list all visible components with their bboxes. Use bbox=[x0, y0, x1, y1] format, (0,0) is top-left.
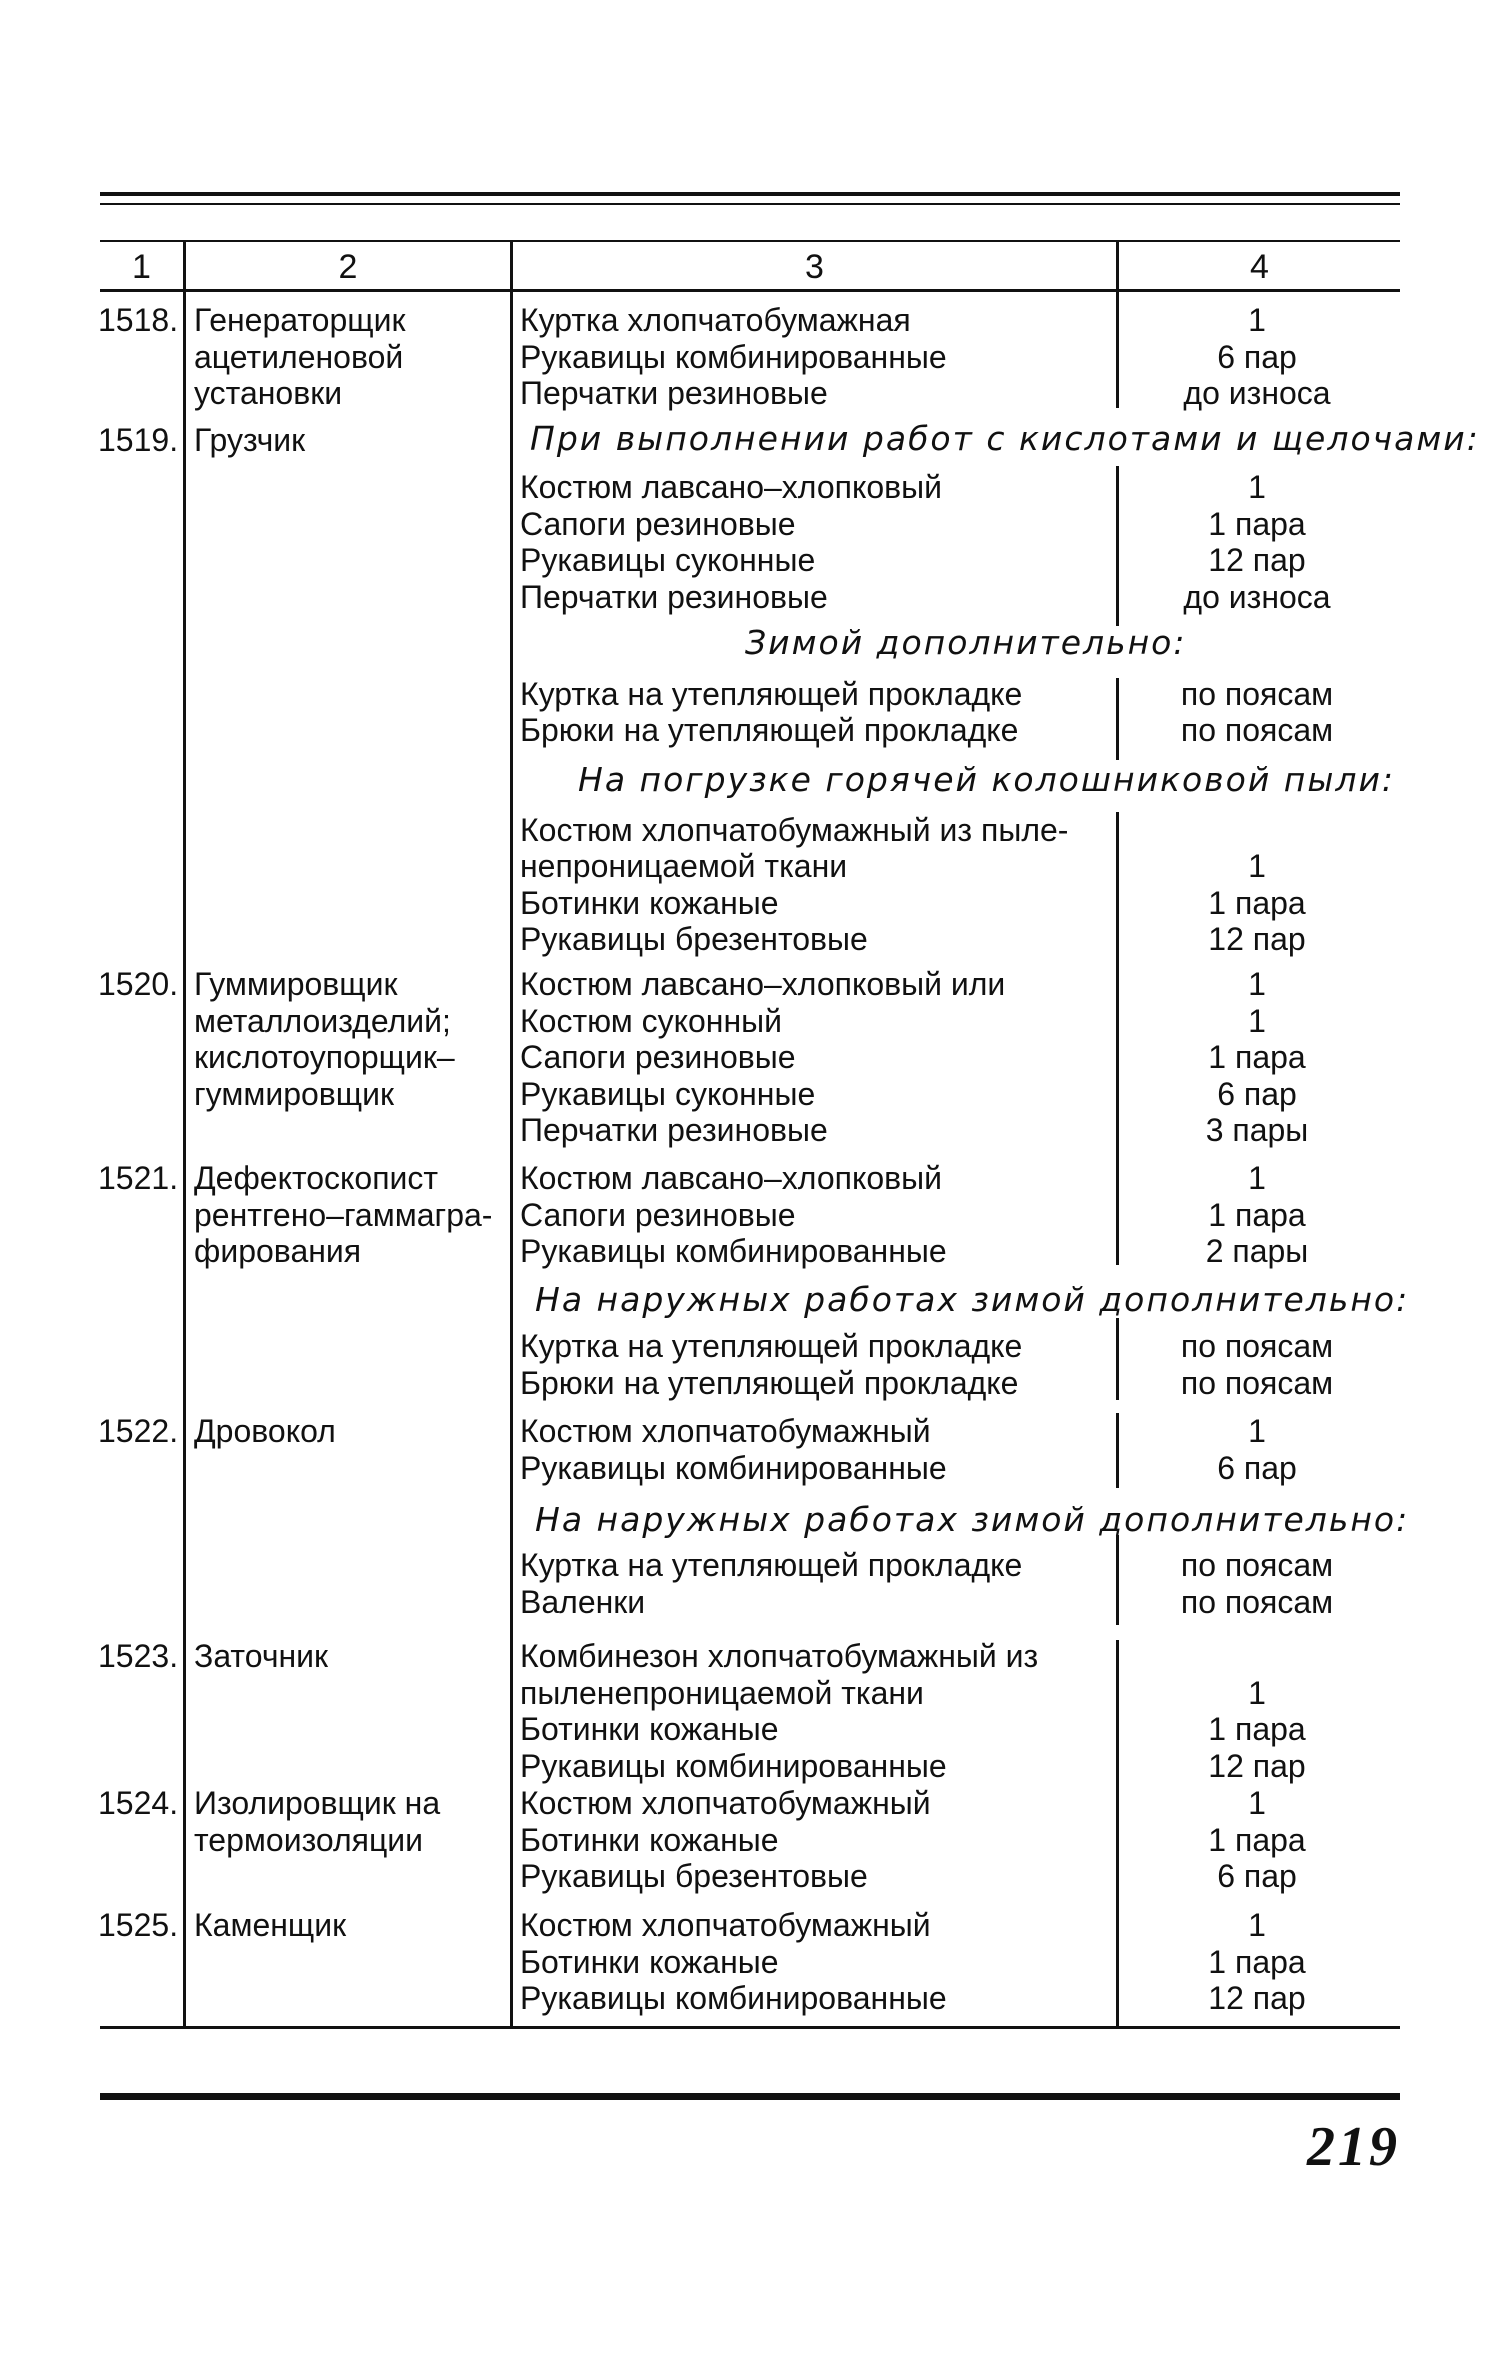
item-quantity: 1 bbox=[1248, 1785, 1266, 1821]
header-col-3: 3 bbox=[805, 248, 824, 286]
item-quantity: 1 пара bbox=[1208, 506, 1306, 542]
header-col-2: 2 bbox=[338, 248, 358, 286]
table-bottom-line bbox=[100, 2026, 1400, 2029]
item-quantity: 1 пара bbox=[1208, 1039, 1306, 1075]
item-name: Ботинки кожаные bbox=[520, 1822, 779, 1858]
note-dust: На погрузке горячей колошниковой пыли: bbox=[578, 760, 1396, 799]
column-divider-1 bbox=[183, 240, 186, 2027]
item-name: Валенки bbox=[520, 1584, 646, 1620]
header-top-line bbox=[100, 240, 1400, 242]
profession-line: рентгено–гаммагра- bbox=[194, 1197, 493, 1233]
item-name: Сапоги резиновые bbox=[520, 506, 796, 542]
item-quantity: по поясам bbox=[1180, 676, 1334, 712]
top-rule-thick bbox=[100, 192, 1400, 196]
item-name: Перчатки резиновые bbox=[520, 579, 828, 615]
item-name: Рукавицы комбинированные bbox=[520, 1450, 947, 1486]
row-number: 1522. bbox=[98, 1413, 179, 1449]
item-quantity: до износа bbox=[1183, 579, 1331, 615]
item-quantity: 3 пары bbox=[1205, 1112, 1309, 1148]
profession-line: Дровокол bbox=[194, 1413, 336, 1449]
row-number: 1519. bbox=[98, 422, 179, 458]
item-quantity: 12 пар bbox=[1208, 921, 1306, 957]
item-quantity: 6 пар bbox=[1217, 1076, 1297, 1112]
item-quantity: 1 bbox=[1248, 469, 1266, 505]
item-name: Рукавицы комбинированные bbox=[520, 339, 947, 375]
header-bottom-line bbox=[100, 289, 1400, 292]
item-quantity: 12 пар bbox=[1208, 1748, 1306, 1784]
row-number: 1525. bbox=[98, 1907, 179, 1943]
item-quantity: 1 bbox=[1248, 1160, 1266, 1196]
item-name: Костюм суконный bbox=[520, 1003, 782, 1039]
item-quantity: по поясам bbox=[1180, 1365, 1334, 1401]
profession-line: Каменщик bbox=[194, 1907, 347, 1943]
item-quantity: 1 bbox=[1248, 966, 1266, 1002]
item-quantity: 12 пар bbox=[1208, 542, 1306, 578]
profession-line: Генераторщик bbox=[194, 302, 406, 338]
item-quantity: по поясам bbox=[1180, 1547, 1334, 1583]
item-name: Куртка на утепляющей прокладке bbox=[520, 1328, 1023, 1364]
item-name: Куртка на утепляющей прокладке bbox=[520, 1547, 1023, 1583]
item-name: Комбинезон хлопчатобумажный из bbox=[520, 1638, 1039, 1674]
row-number: 1524. bbox=[98, 1785, 179, 1821]
row-number: 1520. bbox=[98, 966, 179, 1002]
item-quantity: 6 пар bbox=[1217, 1450, 1297, 1486]
item-quantity: 1 bbox=[1248, 1907, 1266, 1943]
item-name: Сапоги резиновые bbox=[520, 1197, 796, 1233]
item-quantity: 1 пара bbox=[1208, 1944, 1306, 1980]
item-name: Костюм лавсано–хлопковый bbox=[520, 1160, 942, 1196]
note-acids: При выполнении работ с кислотами и щелочами: bbox=[530, 419, 1480, 458]
item-name: Костюм хлопчатобумажный bbox=[520, 1785, 931, 1821]
item-name: Костюм лавсано–хлопковый bbox=[520, 469, 942, 505]
profession-line: Дефектоскопист bbox=[194, 1160, 439, 1196]
item-quantity: 1 bbox=[1248, 302, 1266, 338]
item-name: Ботинки кожаные bbox=[520, 1711, 779, 1747]
item-name: Ботинки кожаные bbox=[520, 1944, 779, 1980]
item-name: Куртка хлопчатобумажная bbox=[520, 302, 911, 338]
item-quantity: 1 bbox=[1248, 1413, 1266, 1449]
item-name: Рукавицы комбинированные bbox=[520, 1980, 947, 2016]
item-quantity: 1 пара bbox=[1208, 1197, 1306, 1233]
item-name: Ботинки кожаные bbox=[520, 885, 779, 921]
item-quantity: 1 bbox=[1248, 1003, 1266, 1039]
item-quantity: по поясам bbox=[1180, 712, 1334, 748]
item-name: Куртка на утепляющей прокладке bbox=[520, 676, 1023, 712]
item-name: Рукавицы суконные bbox=[520, 1076, 816, 1112]
item-name: Рукавицы брезентовые bbox=[520, 1858, 868, 1894]
row-number: 1523. bbox=[98, 1638, 179, 1674]
header-col-1: 1 bbox=[132, 248, 151, 286]
profession-line: Изолировщик на bbox=[194, 1785, 441, 1821]
item-quantity: по поясам bbox=[1180, 1584, 1334, 1620]
note-outdoor-winter: На наружных работах зимой дополнительно: bbox=[535, 1280, 1410, 1319]
top-rule-thin bbox=[100, 203, 1400, 205]
item-name: Костюм хлопчатобумажный bbox=[520, 1413, 931, 1449]
item-name: Рукавицы суконные bbox=[520, 542, 816, 578]
item-name: Костюм лавсано–хлопковый или bbox=[520, 966, 1006, 1002]
profession-line: Заточник bbox=[194, 1638, 329, 1674]
column-divider-2 bbox=[510, 240, 513, 2027]
profession-line: гуммировщик bbox=[194, 1076, 394, 1112]
item-quantity: до износа bbox=[1183, 375, 1331, 411]
item-name: Перчатки резиновые bbox=[520, 375, 828, 411]
profession-line: ацетиленовой bbox=[194, 339, 404, 375]
item-name: Рукавицы брезентовые bbox=[520, 921, 868, 957]
item-quantity: 1 пара bbox=[1208, 1822, 1306, 1858]
note-winter: Зимой дополнительно: bbox=[745, 623, 1187, 662]
row-number: 1521. bbox=[98, 1160, 179, 1196]
row-number: 1518. bbox=[98, 302, 179, 338]
item-name: Рукавицы комбинированные bbox=[520, 1233, 947, 1269]
item-name: непроницаемой ткани bbox=[520, 848, 848, 884]
profession-line: Гуммировщик bbox=[194, 966, 398, 1002]
bottom-rule bbox=[100, 2093, 1400, 2100]
item-name: Рукавицы комбинированные bbox=[520, 1748, 947, 1784]
profession-line: фирования bbox=[194, 1233, 362, 1269]
item-name: Костюм хлопчатобумажный из пыле- bbox=[520, 812, 1069, 848]
note-outdoor-winter: На наружных работах зимой дополнительно: bbox=[535, 1500, 1410, 1539]
item-name: Брюки на утепляющей прокладке bbox=[520, 712, 1019, 748]
profession-line: установки bbox=[194, 375, 343, 411]
item-quantity: 6 пар bbox=[1217, 1858, 1297, 1894]
header-col-4: 4 bbox=[1250, 248, 1269, 286]
item-quantity: 1 пара bbox=[1208, 1711, 1306, 1747]
item-quantity: 1 пара bbox=[1208, 885, 1306, 921]
item-name: Перчатки резиновые bbox=[520, 1112, 828, 1148]
page-number: 219 bbox=[1307, 2116, 1400, 2178]
item-name: Костюм хлопчатобумажный bbox=[520, 1907, 931, 1943]
item-name: Сапоги резиновые bbox=[520, 1039, 796, 1075]
profession-line: металлоизделий; bbox=[194, 1003, 451, 1039]
item-name: пыленепроницаемой ткани bbox=[520, 1675, 924, 1711]
item-name: Брюки на утепляющей прокладке bbox=[520, 1365, 1019, 1401]
item-quantity: 2 пары bbox=[1205, 1233, 1309, 1269]
item-quantity: 6 пар bbox=[1217, 339, 1297, 375]
profession-line: термоизоляции bbox=[194, 1822, 424, 1858]
item-quantity: 1 bbox=[1248, 848, 1266, 884]
item-quantity: 12 пар bbox=[1208, 1980, 1306, 2016]
profession-line: Грузчик bbox=[194, 422, 306, 458]
profession-line: кислотоупорщик– bbox=[194, 1039, 455, 1075]
item-quantity: по поясам bbox=[1180, 1328, 1334, 1364]
item-quantity: 1 bbox=[1248, 1675, 1266, 1711]
